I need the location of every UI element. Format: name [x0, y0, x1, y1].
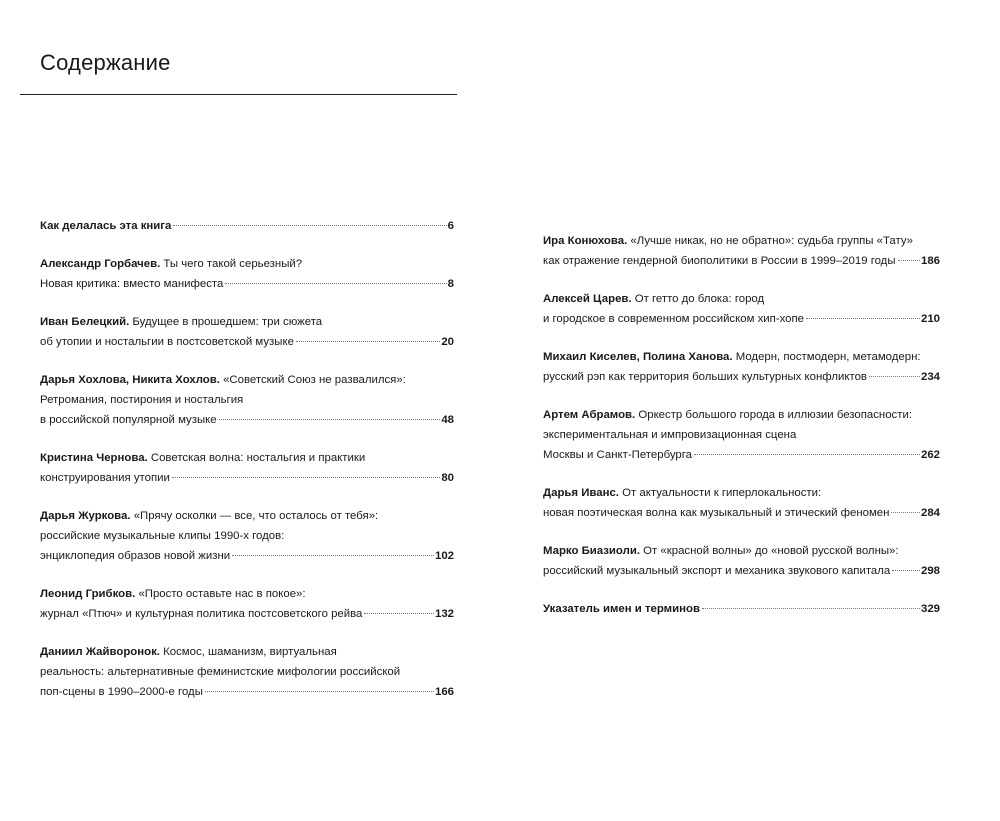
toc-entry-last-line — [40, 274, 454, 294]
toc-column-right — [543, 231, 940, 637]
toc-entry-last-line — [543, 599, 940, 619]
toc-entry-last-line — [543, 503, 940, 523]
toc-entry-first-line — [543, 289, 940, 309]
dot-leader — [898, 260, 920, 261]
page-number[interactable]: 186 — [920, 255, 940, 267]
toc-entry-first-line — [40, 584, 454, 604]
toc-entry-last-line — [40, 682, 454, 702]
toc-entry[interactable] — [543, 483, 940, 523]
toc-entry-title: «Прячу осколки — все, что осталось от тебя»: — [133, 510, 379, 522]
toc-entry[interactable] — [40, 370, 454, 430]
dot-leader — [172, 477, 440, 478]
toc-entry-first-line — [543, 231, 940, 251]
page-number[interactable]: 20 — [441, 336, 454, 348]
toc-entry-author: Артем Абрамов. — [543, 409, 636, 421]
toc-entry-author: Марко Биазиоли. — [543, 545, 640, 557]
toc-entry-last-line — [40, 468, 454, 488]
toc-column-left — [40, 216, 454, 720]
toc-entry-author: Дарья Журкова. — [40, 510, 131, 522]
toc-entry-author: Леонид Грибков. — [40, 588, 136, 600]
toc-entry-title: «Лучше никак, но не обратно»: судьба группы «Тату» — [630, 235, 913, 247]
toc-entry[interactable] — [543, 289, 940, 329]
toc-entry-last-line — [543, 367, 940, 387]
toc-entry-first-line — [543, 483, 940, 503]
toc-entry-title: От «красной волны» до «новой русской волны»: — [643, 545, 899, 557]
dot-leader — [891, 512, 920, 513]
toc-entry-title: «Советский Союз не развалился»: — [223, 374, 406, 386]
toc-entry-title: Модерн, постмодерн, метамодерн: — [735, 351, 921, 363]
toc-entry-first-line — [543, 405, 940, 425]
page-number[interactable]: 262 — [920, 449, 940, 461]
toc-entry[interactable] — [40, 448, 454, 488]
toc-entry-title-end: Москвы и Санкт-Петербурга — [543, 449, 692, 461]
toc-entry-title-end: и городское в современном российском хип-хопе — [543, 313, 804, 325]
toc-entry-first-line — [40, 370, 454, 390]
page-number[interactable]: 284 — [920, 507, 940, 519]
toc-entry-title-end: российский музыкальный экспорт и механика звукового капитала — [543, 565, 891, 577]
dot-leader — [702, 608, 920, 609]
toc-entry-title-end: Как делалась эта книга — [40, 220, 172, 232]
toc-entry-title: Ты чего такой серьезный? — [163, 258, 303, 270]
page-number[interactable]: 298 — [920, 565, 940, 577]
dot-leader — [173, 225, 446, 226]
toc-entry-title: Советская волна: ностальгия и практики — [150, 452, 366, 464]
toc-entry-last-line — [543, 561, 940, 581]
page-title: Содержание — [40, 50, 171, 75]
page-number[interactable]: 8 — [447, 278, 454, 290]
toc-entry-line: реальность: альтернативные феминистские мифологии российской — [40, 666, 401, 678]
dot-leader — [694, 454, 920, 455]
title-divider — [20, 94, 457, 95]
toc-entry-author: Кристина Чернова. — [40, 452, 148, 464]
toc-entry-line: экспериментальная и импровизационная сцена — [543, 429, 797, 441]
dot-leader — [296, 341, 440, 342]
toc-entry[interactable] — [543, 599, 940, 619]
toc-entry-title: От актуальности к гиперлокальности: — [622, 487, 822, 499]
toc-entry-first-line — [40, 254, 454, 274]
toc-entry-author: Ира Конюхова. — [543, 235, 628, 247]
toc-entry-title: Космос, шаманизм, виртуальная — [163, 646, 337, 658]
toc-entry-author: Алексей Царев. — [543, 293, 632, 305]
toc-entry-first-line — [543, 347, 940, 367]
toc-entry-title-end: конструирования утопии — [40, 472, 170, 484]
page-number[interactable]: 132 — [434, 608, 454, 620]
toc-entry[interactable] — [543, 231, 940, 271]
dot-leader — [806, 318, 920, 319]
toc-entry[interactable] — [40, 254, 454, 294]
toc-entry-title: Будущее в прошедшем: три сюжета — [132, 316, 323, 328]
toc-entry-title-end: об утопии и ностальгии в постсоветской музыке — [40, 336, 294, 348]
page-number[interactable]: 48 — [441, 414, 454, 426]
toc-entry[interactable] — [40, 584, 454, 624]
dot-leader — [364, 613, 434, 614]
dot-leader — [225, 283, 446, 284]
toc-entry-title-end: как отражение гендерной биополитики в России в 1999–2019 годы — [543, 255, 896, 267]
page-number[interactable]: 166 — [434, 686, 454, 698]
toc-entry-first-line — [40, 312, 454, 332]
page-number[interactable]: 234 — [920, 371, 940, 383]
dot-leader — [869, 376, 920, 377]
toc-entry-title-end: новая поэтическая волна как музыкальный и этический феномен — [543, 507, 890, 519]
toc-entry-first-line — [40, 642, 454, 662]
dot-leader — [892, 570, 920, 571]
page-number[interactable]: 210 — [920, 313, 940, 325]
toc-entry-last-line — [40, 546, 454, 566]
toc-entry-title: Оркестр большого города в иллюзии безопасности: — [638, 409, 912, 421]
dot-leader — [219, 419, 441, 420]
toc-entry-first-line — [40, 448, 454, 468]
toc-entry-line: Ретромания, постирония и ностальгия — [40, 394, 244, 406]
toc-entry[interactable] — [40, 506, 454, 566]
toc-entry[interactable] — [40, 312, 454, 352]
toc-entry-title-end: в российской популярной музыке — [40, 414, 217, 426]
toc-entry-title: «Просто оставьте нас в покое»: — [138, 588, 306, 600]
toc-entry-first-line — [40, 506, 454, 526]
page-number[interactable]: 80 — [441, 472, 454, 484]
page-number[interactable]: 6 — [447, 220, 454, 232]
toc-entry-last-line — [40, 410, 454, 430]
page-number[interactable]: 329 — [920, 603, 940, 615]
toc-entry-last-line — [40, 332, 454, 352]
toc-entry-title-end: русский рэп как территория больших культурных конфликтов — [543, 371, 867, 383]
toc-entry-last-line — [543, 445, 940, 465]
page-number[interactable]: 102 — [434, 550, 454, 562]
toc-entry-last-line — [40, 604, 454, 624]
toc-entry-title-end: Указатель имен и терминов — [543, 603, 700, 615]
dot-leader — [205, 691, 434, 692]
toc-entry-title-end: журнал «Птюч» и культурная политика постсоветского рейва — [40, 608, 363, 620]
toc-entry-author: Иван Белецкий. — [40, 316, 130, 328]
toc-entry-last-line — [543, 309, 940, 329]
dot-leader — [232, 555, 434, 556]
toc-entry-author: Михаил Киселев, Полина Ханова. — [543, 351, 733, 363]
toc-entry-title-end: Новая критика: вместо манифеста — [40, 278, 224, 290]
toc-entry-line: российские музыкальные клипы 1990-х годов: — [40, 530, 285, 542]
toc-entry[interactable] — [543, 541, 940, 581]
toc-entry-last-line — [40, 216, 454, 236]
toc-entry-last-line — [543, 251, 940, 271]
toc-entry-title: От гетто до блока: город — [634, 293, 765, 305]
toc-entry-author: Александр Горбачев. — [40, 258, 161, 270]
toc-entry[interactable] — [543, 347, 940, 387]
toc-entry-first-line — [543, 541, 940, 561]
toc-entry-title-end: поп-сцены в 1990–2000-е годы — [40, 686, 203, 698]
toc-entry-author: Даниил Жайворонок. — [40, 646, 160, 658]
toc-entry[interactable] — [40, 216, 454, 236]
toc-entry-author: Дарья Хохлова, Никита Хохлов. — [40, 374, 220, 386]
toc-entry-title-end: энциклопедия образов новой жизни — [40, 550, 231, 562]
toc-entry[interactable] — [543, 405, 940, 465]
toc-entry-author: Дарья Иванс. — [543, 487, 619, 499]
toc-entry[interactable] — [40, 642, 454, 702]
